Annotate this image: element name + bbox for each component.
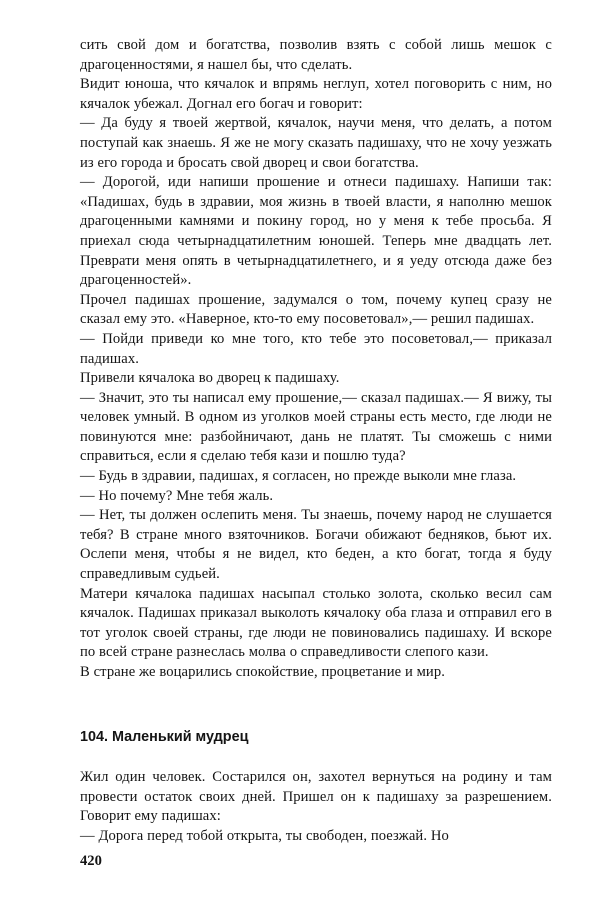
paragraph: В стране же воцарились спокойствие, процветание и мир. xyxy=(80,664,445,680)
paragraph: Привели кячалока во дворец к падишаху. xyxy=(80,370,340,387)
paragraph: — Нет, ты должен ослепить меня. Ты знаешь, почему народ не слушается тебя? В стране много взяточников. Богачи обижают бедняков, бьют их. Ослепи меня, чтобы я не видел, кто беден, а кто богат, тогда я буду справедливым судьей. xyxy=(80,507,552,583)
section-heading: 104. Маленький мудрец xyxy=(80,729,249,745)
paragraph: — Значит, это ты написал ему прошение,— сказал падишах.— Я вижу, ты человек умный. В одном из уголков моей страны есть место, где люди не повинуются мне: разбойничают, дань не платят. Ты сможешь с ними справиться, если я сделаю тебя кази и пошлю туда? xyxy=(80,389,552,465)
paragraph: — Будь в здравии, падишах, я согласен, но прежде выколи мне глаза. xyxy=(80,468,517,485)
paragraph: Прочел падишах прошение, задумался о том, почему купец сразу не сказал ему это. «Наверное, кто-то ему посоветовал»,— решил падишах. xyxy=(80,291,552,328)
page-number: 420 xyxy=(80,853,102,869)
paragraph: — Да буду я твоей жертвой, кячалок, научи меня, что делать, а потом поступай как знаешь. Я же не могу сказать падишаху, что не хочу уезжать из его города и бросать свой дворец и свои богатства. xyxy=(80,115,552,171)
paragraph: Жил один человек. Состарился он, захотел вернуться на родину и там провести остаток своих дней. Пришел он к падишаху за разрешением. Говорит ему падишах: xyxy=(80,769,552,825)
paragraph: — Но почему? Мне тебя жаль. xyxy=(80,487,274,504)
paragraph: — Пойди приведи ко мне того, кто тебе это посоветовал,— приказал падишах. xyxy=(80,330,552,367)
paragraph: — Дорога перед тобой открыта, ты свободен, поезжай. Но xyxy=(80,827,449,844)
next-story-text xyxy=(80,768,552,846)
paragraph: Видит юноша, что кячалок и впрямь неглуп, хотел поговорить с ним, но кячалок убежал. Догнал его богач и говорит: xyxy=(80,76,552,112)
paragraph: — Дорогой, иди напиши прошение и отнеси падишаху. Напиши так: «Падишах, будь в здравии, моя жизнь в твоей власти, я наполню мешок драгоценными камнями и покину город, но у меня к тебе просьба. Я приехал сюда четырнадцатилетним юношей. Теперь мне двадцать лет. Преврати меня опять в четырнадцатилетнего, и я уеду отсюда даже без драгоценностей». xyxy=(80,174,552,289)
story-text xyxy=(80,36,552,683)
paragraph: Матери кячалока падишах насыпал столько золота, сколько весил сам кячалок. Падишах приказал выколоть кячалоку оба глаза и отправил его в тот уголок своей страны, где люди не повиновались падишаху. И вскоре по всей стране разнеслась молва о справедливости слепого кази. xyxy=(80,585,552,661)
paragraph: сить свой дом и богатства, позволив взять с собой лишь мешок с драгоценностями, я нашел бы, что сделать. xyxy=(80,37,552,73)
